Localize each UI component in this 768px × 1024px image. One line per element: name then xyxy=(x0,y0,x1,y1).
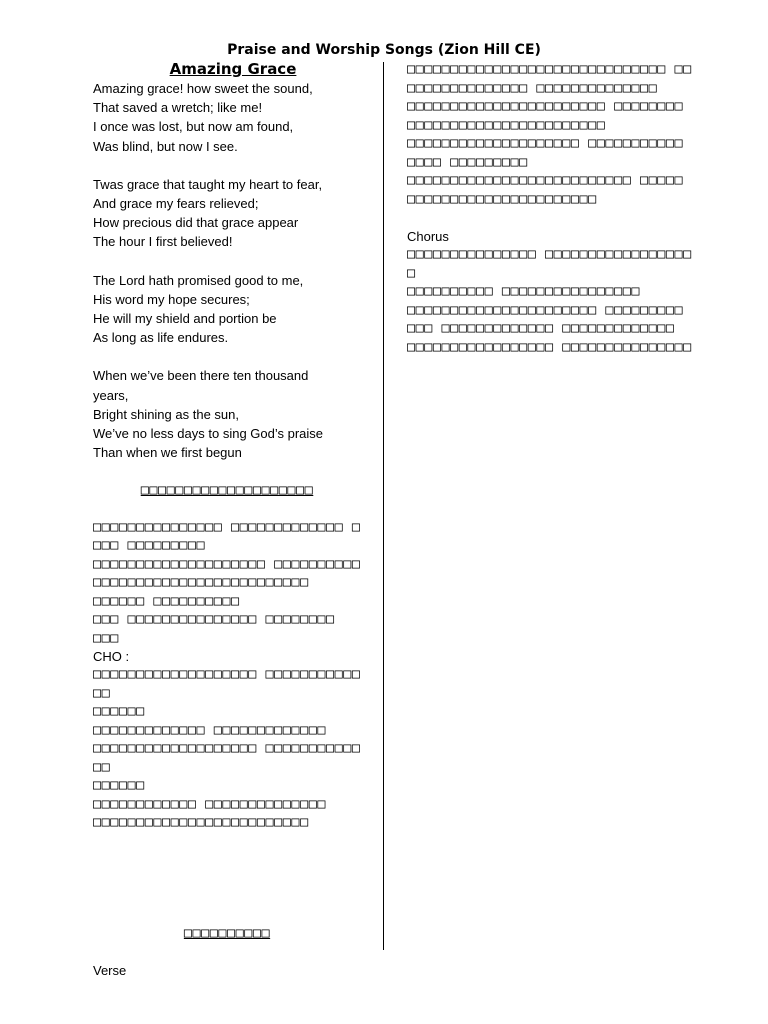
lyric-line: □□□□□□□□□□□□□□□□□□□□□□ □□□□□□□□□ xyxy=(407,301,684,318)
lyric-line: □□□□□□□□□□□□□□□□□□□□□□□□□ xyxy=(93,574,309,591)
lyric-line: □□□□□□□□□□□□□□□□□□□□□□□□□□ □□□□□ xyxy=(407,172,684,188)
lyric-line: □□□□□□□□□□□□□□□□□□□□□□□ xyxy=(407,116,606,133)
right-song-verse xyxy=(407,60,697,208)
lyric-line: When we’ve been there ten thousand years, xyxy=(93,368,309,403)
lyric-line: □□□□□□□□□□□□□□□ □□□□□□□□□□□□□□□□□□ xyxy=(407,246,692,281)
lyric-line: □□□□□□□□□□□□□□□□□□□ □□□□□□□□□□□□□ xyxy=(93,666,361,701)
lyric-line: The Lord hath promised good to me, xyxy=(93,272,304,288)
lyric-line: □□□□□□□□□□ □□□□□□□□□□□□□□□□ xyxy=(407,283,640,299)
lyric-line: □□□□□□□□□□□□□□□ □□□□□□□□□□□□□ □ xyxy=(93,518,361,535)
lyric-line: And grace my fears relieved; xyxy=(93,196,259,212)
verse-label: Verse xyxy=(93,963,127,979)
lyric-line: □□□□□□□□□□□□□□□□□□□□□□ xyxy=(407,190,597,207)
lyric-line: Amazing grace! how sweet the sound, xyxy=(93,81,313,96)
right-column xyxy=(407,60,697,356)
song-title-2: □□□□□□□□□□□□□□□□□□□□ xyxy=(140,482,314,499)
column-divider xyxy=(383,62,384,950)
lyric-line: Than when we first begun xyxy=(93,445,242,461)
lyric-line: □□□□ □□□□□□□□□ xyxy=(407,153,528,170)
lyric-line: Was blind, but now I see. xyxy=(93,138,238,154)
right-song-chorus xyxy=(407,245,697,356)
lyric-line: □□□ □□□□□□□□□ xyxy=(93,537,206,554)
stanza-1 xyxy=(93,79,373,156)
lyric-line: □□□□□□□□□□□□ □□□□□□□□□□□□□□ xyxy=(93,795,326,812)
lyric-line: □□□□□□□□□□□□□□□□□□□□□□□ □□□□□□□□ xyxy=(407,98,684,114)
lyric-line: I once was lost, but now am found, xyxy=(93,119,294,135)
song-title-amazing-grace: Amazing Grace xyxy=(169,60,297,78)
lyric-line: □□□□□□□□□□□□□□□□□□□□□□□□□□□□□□ □□ xyxy=(407,61,692,77)
lyric-line: □□□□□□□□□□□□□□□□□□□□□□□□□ xyxy=(93,814,309,831)
lyric-line: Twas grace that taught my heart to fear, xyxy=(93,176,323,192)
song-title-3: □□□□□□□□□□ xyxy=(183,924,271,941)
song-2-chorus xyxy=(93,665,363,832)
lyric-line: The hour I first believed! xyxy=(93,234,233,250)
lyric-line: □□□ □□□□□□□□□□□□□ □□□□□□□□□□□□□ xyxy=(407,320,675,336)
lyric-line: That saved a wretch; like me! xyxy=(93,100,263,116)
lyric-line: As long as life endures. xyxy=(93,330,229,346)
lyric-line: His word my hope secures; xyxy=(93,291,250,307)
lyric-line: □□□□□□□□□□□□□ □□□□□□□□□□□□□ xyxy=(93,721,326,738)
lyric-line: □□□□□□□□□□□□□□□□□□□□ □□□□□□□□□□ xyxy=(93,555,361,572)
stanza-3 xyxy=(93,271,373,348)
lyric-line: □□□□□□□□□□□□□□ □□□□□□□□□□□□□□ xyxy=(407,79,658,96)
lyric-line: How precious did that grace appear xyxy=(93,215,299,231)
lyric-line: We’ve no less days to sing God’s praise xyxy=(93,426,324,442)
lyric-line: □□□ xyxy=(93,629,119,646)
lyric-line: Bright shining as the sun, xyxy=(93,406,239,422)
song-2-verse xyxy=(93,518,363,648)
stanza-4 xyxy=(93,366,343,462)
chorus-label: Chorus xyxy=(407,229,449,244)
lyric-line: □□□□□□ xyxy=(93,777,145,794)
left-column xyxy=(93,60,373,979)
stanza-2 xyxy=(93,175,373,252)
lyric-line: □□□□□□ □□□□□□□□□□ xyxy=(93,592,240,609)
lyric-line: □□□□□□□□□□□□□□□□□ □□□□□□□□□□□□□□□ xyxy=(407,338,692,355)
lyric-line: He will my shield and portion be xyxy=(93,311,277,327)
lyric-line: □□□□□□□□□□□□□□□□□□□ □□□□□□□□□□□□□ xyxy=(93,740,361,775)
chorus-label: CHO : xyxy=(93,649,130,665)
lyric-line: □□□□□□□□□□□□□□□□□□□□ □□□□□□□□□□□ xyxy=(407,135,684,151)
lyric-line: □□□□□□ xyxy=(93,703,145,720)
lyric-line: □□□ □□□□□□□□□□□□□□□ □□□□□□□□ xyxy=(93,611,335,628)
page-title: Praise and Worship Songs (Zion Hill CE) xyxy=(227,42,541,58)
